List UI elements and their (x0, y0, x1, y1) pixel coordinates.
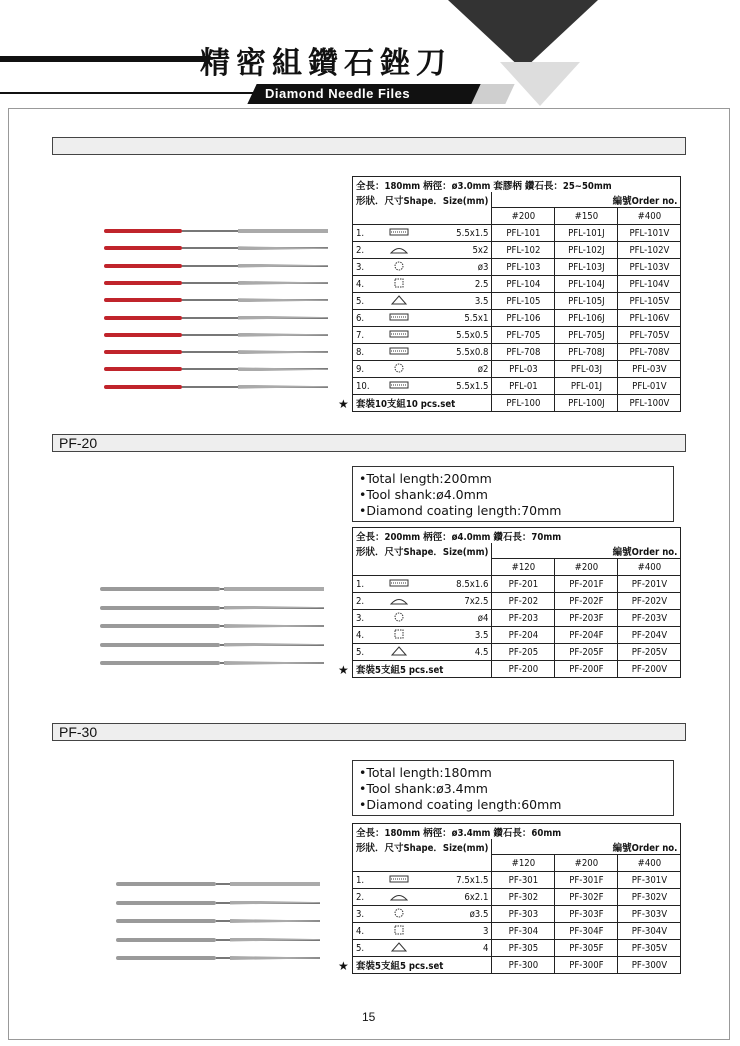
round-shape-icon (379, 610, 419, 627)
spec-box-pf30 (352, 760, 674, 816)
order-code: PFL-705 (492, 327, 555, 344)
row-size: 6x2.1 (419, 889, 492, 906)
table-row (353, 940, 681, 957)
order-code: PFL-106V (618, 310, 681, 327)
table-row (353, 378, 681, 395)
row-number: 4. (353, 276, 380, 293)
row-size: 5.5x1.5 (419, 378, 492, 395)
row-size: ø3.5 (419, 906, 492, 923)
table-row (353, 610, 681, 627)
order-code: PF-305 (492, 940, 555, 957)
half-round-shape-icon (379, 593, 419, 610)
table-head-spec: 全長：180mm 柄徑：ø3.4mm 鑽石長：60mm (353, 824, 681, 840)
needle-file-image (104, 333, 328, 337)
order-code: PF-303F (555, 906, 618, 923)
order-code: PF-301F (555, 872, 618, 889)
table-row (353, 644, 681, 661)
table-row (353, 889, 681, 906)
order-table (352, 176, 681, 412)
row-size: ø4 (419, 610, 492, 627)
flat-shape-icon (379, 225, 419, 242)
needle-file-image (104, 367, 328, 371)
order-code: PFL-105V (618, 293, 681, 310)
row-size: 2.5 (419, 276, 492, 293)
grit-header: #400 (618, 559, 681, 576)
row-number: 6. (353, 310, 380, 327)
table-blank (353, 559, 492, 576)
spec-line: •Total length:180mm (359, 765, 492, 780)
needle-file-image (104, 350, 328, 354)
half-round-shape-icon (379, 889, 419, 906)
section-bar-pf20: PF-20 (52, 434, 686, 452)
row-number: 2. (353, 242, 380, 259)
table-row (353, 276, 681, 293)
flat-shape-icon (379, 576, 419, 593)
order-code: PF-202V (618, 593, 681, 610)
needle-file-image (104, 385, 328, 389)
order-code: PFL-104 (492, 276, 555, 293)
flat-shape-icon (379, 378, 419, 395)
grit-header: #200 (555, 559, 618, 576)
needle-file-image (116, 956, 320, 960)
table-row (353, 242, 681, 259)
grit-header: #200 (492, 208, 555, 225)
table-head-order: 編號Order no. (492, 192, 681, 208)
header-dark-triangle (448, 0, 598, 70)
triangle-shape-icon (379, 293, 419, 310)
set-code: PF-200 (492, 661, 555, 678)
needle-file-image (116, 938, 320, 942)
table-row (353, 361, 681, 378)
order-code: PFL-103 (492, 259, 555, 276)
order-code: PFL-705V (618, 327, 681, 344)
table-row (353, 344, 681, 361)
needle-file-image (104, 298, 328, 302)
grit-header: #400 (618, 855, 681, 872)
needle-file-image (100, 643, 324, 647)
order-code: PFL-102V (618, 242, 681, 259)
order-code: PFL-01V (618, 378, 681, 395)
order-code: PFL-03J (555, 361, 618, 378)
order-code: PFL-708J (555, 344, 618, 361)
square-shape-icon (379, 276, 419, 293)
table-row (353, 593, 681, 610)
order-code: PFL-103V (618, 259, 681, 276)
order-code: PFL-101V (618, 225, 681, 242)
square-shape-icon (379, 627, 419, 644)
row-size: ø2 (419, 361, 492, 378)
table-row (353, 923, 681, 940)
order-code: PF-304 (492, 923, 555, 940)
row-size: 5.5x0.5 (419, 327, 492, 344)
order-code: PFL-104V (618, 276, 681, 293)
order-code: PFL-01 (492, 378, 555, 395)
order-code: PF-204 (492, 627, 555, 644)
order-code: PFL-106J (555, 310, 618, 327)
order-code: PFL-102J (555, 242, 618, 259)
order-code: PF-202F (555, 593, 618, 610)
row-size: 5x2 (419, 242, 492, 259)
row-size: 3 (419, 923, 492, 940)
needle-file-image (116, 919, 320, 923)
needle-file-image (100, 661, 324, 665)
needle-file-image (104, 264, 328, 268)
star-icon: ★ (338, 397, 349, 411)
row-number: 1. (353, 872, 380, 889)
flat-shape-icon (379, 327, 419, 344)
grit-header: #120 (492, 855, 555, 872)
order-code: PF-204F (555, 627, 618, 644)
order-code: PF-205F (555, 644, 618, 661)
table-head-shape: 形狀．尺寸Shape．Size(mm) (353, 192, 492, 208)
set-code: PF-300F (555, 957, 618, 974)
order-code: PF-205V (618, 644, 681, 661)
order-code: PFL-705J (555, 327, 618, 344)
needle-file-image (100, 587, 324, 591)
page-subtitle: Diamond Needle Files (265, 86, 411, 101)
row-size: 3.5 (419, 293, 492, 310)
order-code: PF-302V (618, 889, 681, 906)
section-bar-pf30: PF-30 (52, 723, 686, 741)
row-number: 8. (353, 344, 380, 361)
grit-header: #150 (555, 208, 618, 225)
table-row (353, 259, 681, 276)
order-table (352, 527, 681, 678)
set-code: PFL-100J (555, 395, 618, 412)
table-row (353, 576, 681, 593)
row-size: 5.5x0.8 (419, 344, 492, 361)
order-code: PF-203F (555, 610, 618, 627)
table-blank (353, 855, 492, 872)
set-label: 套裝10支組10 pcs.set (353, 395, 492, 412)
row-number: 5. (353, 293, 380, 310)
spec-line: •Tool shank:ø3.4mm (359, 781, 488, 796)
table-row (353, 327, 681, 344)
square-shape-icon (379, 923, 419, 940)
flat-shape-icon (379, 310, 419, 327)
row-number: 4. (353, 627, 380, 644)
row-number: 3. (353, 259, 380, 276)
row-number: 5. (353, 940, 380, 957)
order-code: PFL-105J (555, 293, 618, 310)
row-number: 3. (353, 610, 380, 627)
row-size: 7.5x1.5 (419, 872, 492, 889)
order-code: PF-201V (618, 576, 681, 593)
order-code: PF-201F (555, 576, 618, 593)
row-number: 1. (353, 576, 380, 593)
table-head-shape: 形狀．尺寸Shape．Size(mm) (353, 543, 492, 559)
order-code: PF-303V (618, 906, 681, 923)
page-title: 精密組鑽石銼刀 (200, 46, 452, 81)
header-rule-top (0, 56, 210, 62)
table-blank (353, 208, 492, 225)
order-code: PF-302 (492, 889, 555, 906)
needle-file-image (100, 624, 324, 628)
row-number: 2. (353, 593, 380, 610)
order-code: PF-205 (492, 644, 555, 661)
page-number: 15 (362, 1010, 376, 1024)
row-number: 2. (353, 889, 380, 906)
set-label: 套裝5支組5 pcs.set (353, 957, 492, 974)
row-size: 8.5x1.6 (419, 576, 492, 593)
order-code: PF-303 (492, 906, 555, 923)
spec-line: •Total length:200mm (359, 471, 492, 486)
order-code: PFL-102 (492, 242, 555, 259)
table-row (353, 310, 681, 327)
table-head-order: 編號Order no. (492, 839, 681, 855)
order-code: PFL-103J (555, 259, 618, 276)
order-code: PF-305V (618, 940, 681, 957)
round-shape-icon (379, 361, 419, 378)
set-code: PF-300V (618, 957, 681, 974)
row-size: 5.5x1 (419, 310, 492, 327)
table-head-spec: 全長：200mm 柄徑：ø4.0mm 鑽石長：70mm (353, 528, 681, 544)
half-round-shape-icon (379, 242, 419, 259)
spec-line: •Diamond coating length:60mm (359, 797, 562, 812)
order-code: PF-304V (618, 923, 681, 940)
row-number: 4. (353, 923, 380, 940)
set-code: PF-200F (555, 661, 618, 678)
row-size: 4 (419, 940, 492, 957)
needle-file-image (116, 882, 320, 886)
order-code: PF-201 (492, 576, 555, 593)
table-head-spec: 全長：180mm 柄徑：ø3.0mm 套膠柄 鑽石長：25~50mm (353, 177, 681, 193)
spec-box-pf20 (352, 466, 674, 522)
needle-file-image (104, 281, 328, 285)
spec-line: •Tool shank:ø4.0mm (359, 487, 488, 502)
set-code: PF-300 (492, 957, 555, 974)
order-code: PF-203V (618, 610, 681, 627)
needle-file-image (104, 229, 328, 233)
needle-file-image (104, 316, 328, 320)
row-size: 5.5x1.5 (419, 225, 492, 242)
needle-file-image (116, 901, 320, 905)
grit-header: #120 (492, 559, 555, 576)
row-number: 10. (353, 378, 380, 395)
order-code: PF-302F (555, 889, 618, 906)
table-row (353, 225, 681, 242)
row-number: 9. (353, 361, 380, 378)
order-code: PFL-106 (492, 310, 555, 327)
order-code: PFL-01J (555, 378, 618, 395)
order-code: PFL-101J (555, 225, 618, 242)
row-number: 5. (353, 644, 380, 661)
grit-header: #400 (618, 208, 681, 225)
row-number: 3. (353, 906, 380, 923)
flat-shape-icon (379, 344, 419, 361)
order-code: PFL-03V (618, 361, 681, 378)
order-table (352, 823, 681, 974)
spec-line: •Diamond coating length:70mm (359, 503, 562, 518)
row-size: 3.5 (419, 627, 492, 644)
order-code: PF-301V (618, 872, 681, 889)
triangle-shape-icon (379, 940, 419, 957)
order-code: PFL-708V (618, 344, 681, 361)
table-row (353, 627, 681, 644)
row-number: 7. (353, 327, 380, 344)
row-size: ø3 (419, 259, 492, 276)
order-code: PF-304F (555, 923, 618, 940)
set-code: PFL-100V (618, 395, 681, 412)
row-number: 1. (353, 225, 380, 242)
order-code: PFL-708 (492, 344, 555, 361)
row-size: 4.5 (419, 644, 492, 661)
section-bar-1 (52, 137, 686, 155)
table-head-shape: 形狀．尺寸Shape．Size(mm) (353, 839, 492, 855)
table-row (353, 906, 681, 923)
order-code: PFL-104J (555, 276, 618, 293)
round-shape-icon (379, 906, 419, 923)
set-code: PFL-100 (492, 395, 555, 412)
order-code: PF-202 (492, 593, 555, 610)
row-size: 7x2.5 (419, 593, 492, 610)
set-code: PF-200V (618, 661, 681, 678)
table-row (353, 293, 681, 310)
order-code: PF-203 (492, 610, 555, 627)
star-icon: ★ (338, 663, 349, 677)
order-code: PF-305F (555, 940, 618, 957)
grit-header: #200 (555, 855, 618, 872)
order-code: PFL-105 (492, 293, 555, 310)
header-rule-bottom (0, 92, 262, 94)
triangle-shape-icon (379, 644, 419, 661)
set-label: 套裝5支組5 pcs.set (353, 661, 492, 678)
table-row (353, 872, 681, 889)
round-shape-icon (379, 259, 419, 276)
table-head-order: 編號Order no. (492, 543, 681, 559)
star-icon: ★ (338, 959, 349, 973)
needle-file-image (104, 246, 328, 250)
needle-file-image (100, 606, 324, 610)
order-code: PF-204V (618, 627, 681, 644)
order-code: PFL-101 (492, 225, 555, 242)
order-code: PF-301 (492, 872, 555, 889)
order-code: PFL-03 (492, 361, 555, 378)
flat-shape-icon (379, 872, 419, 889)
